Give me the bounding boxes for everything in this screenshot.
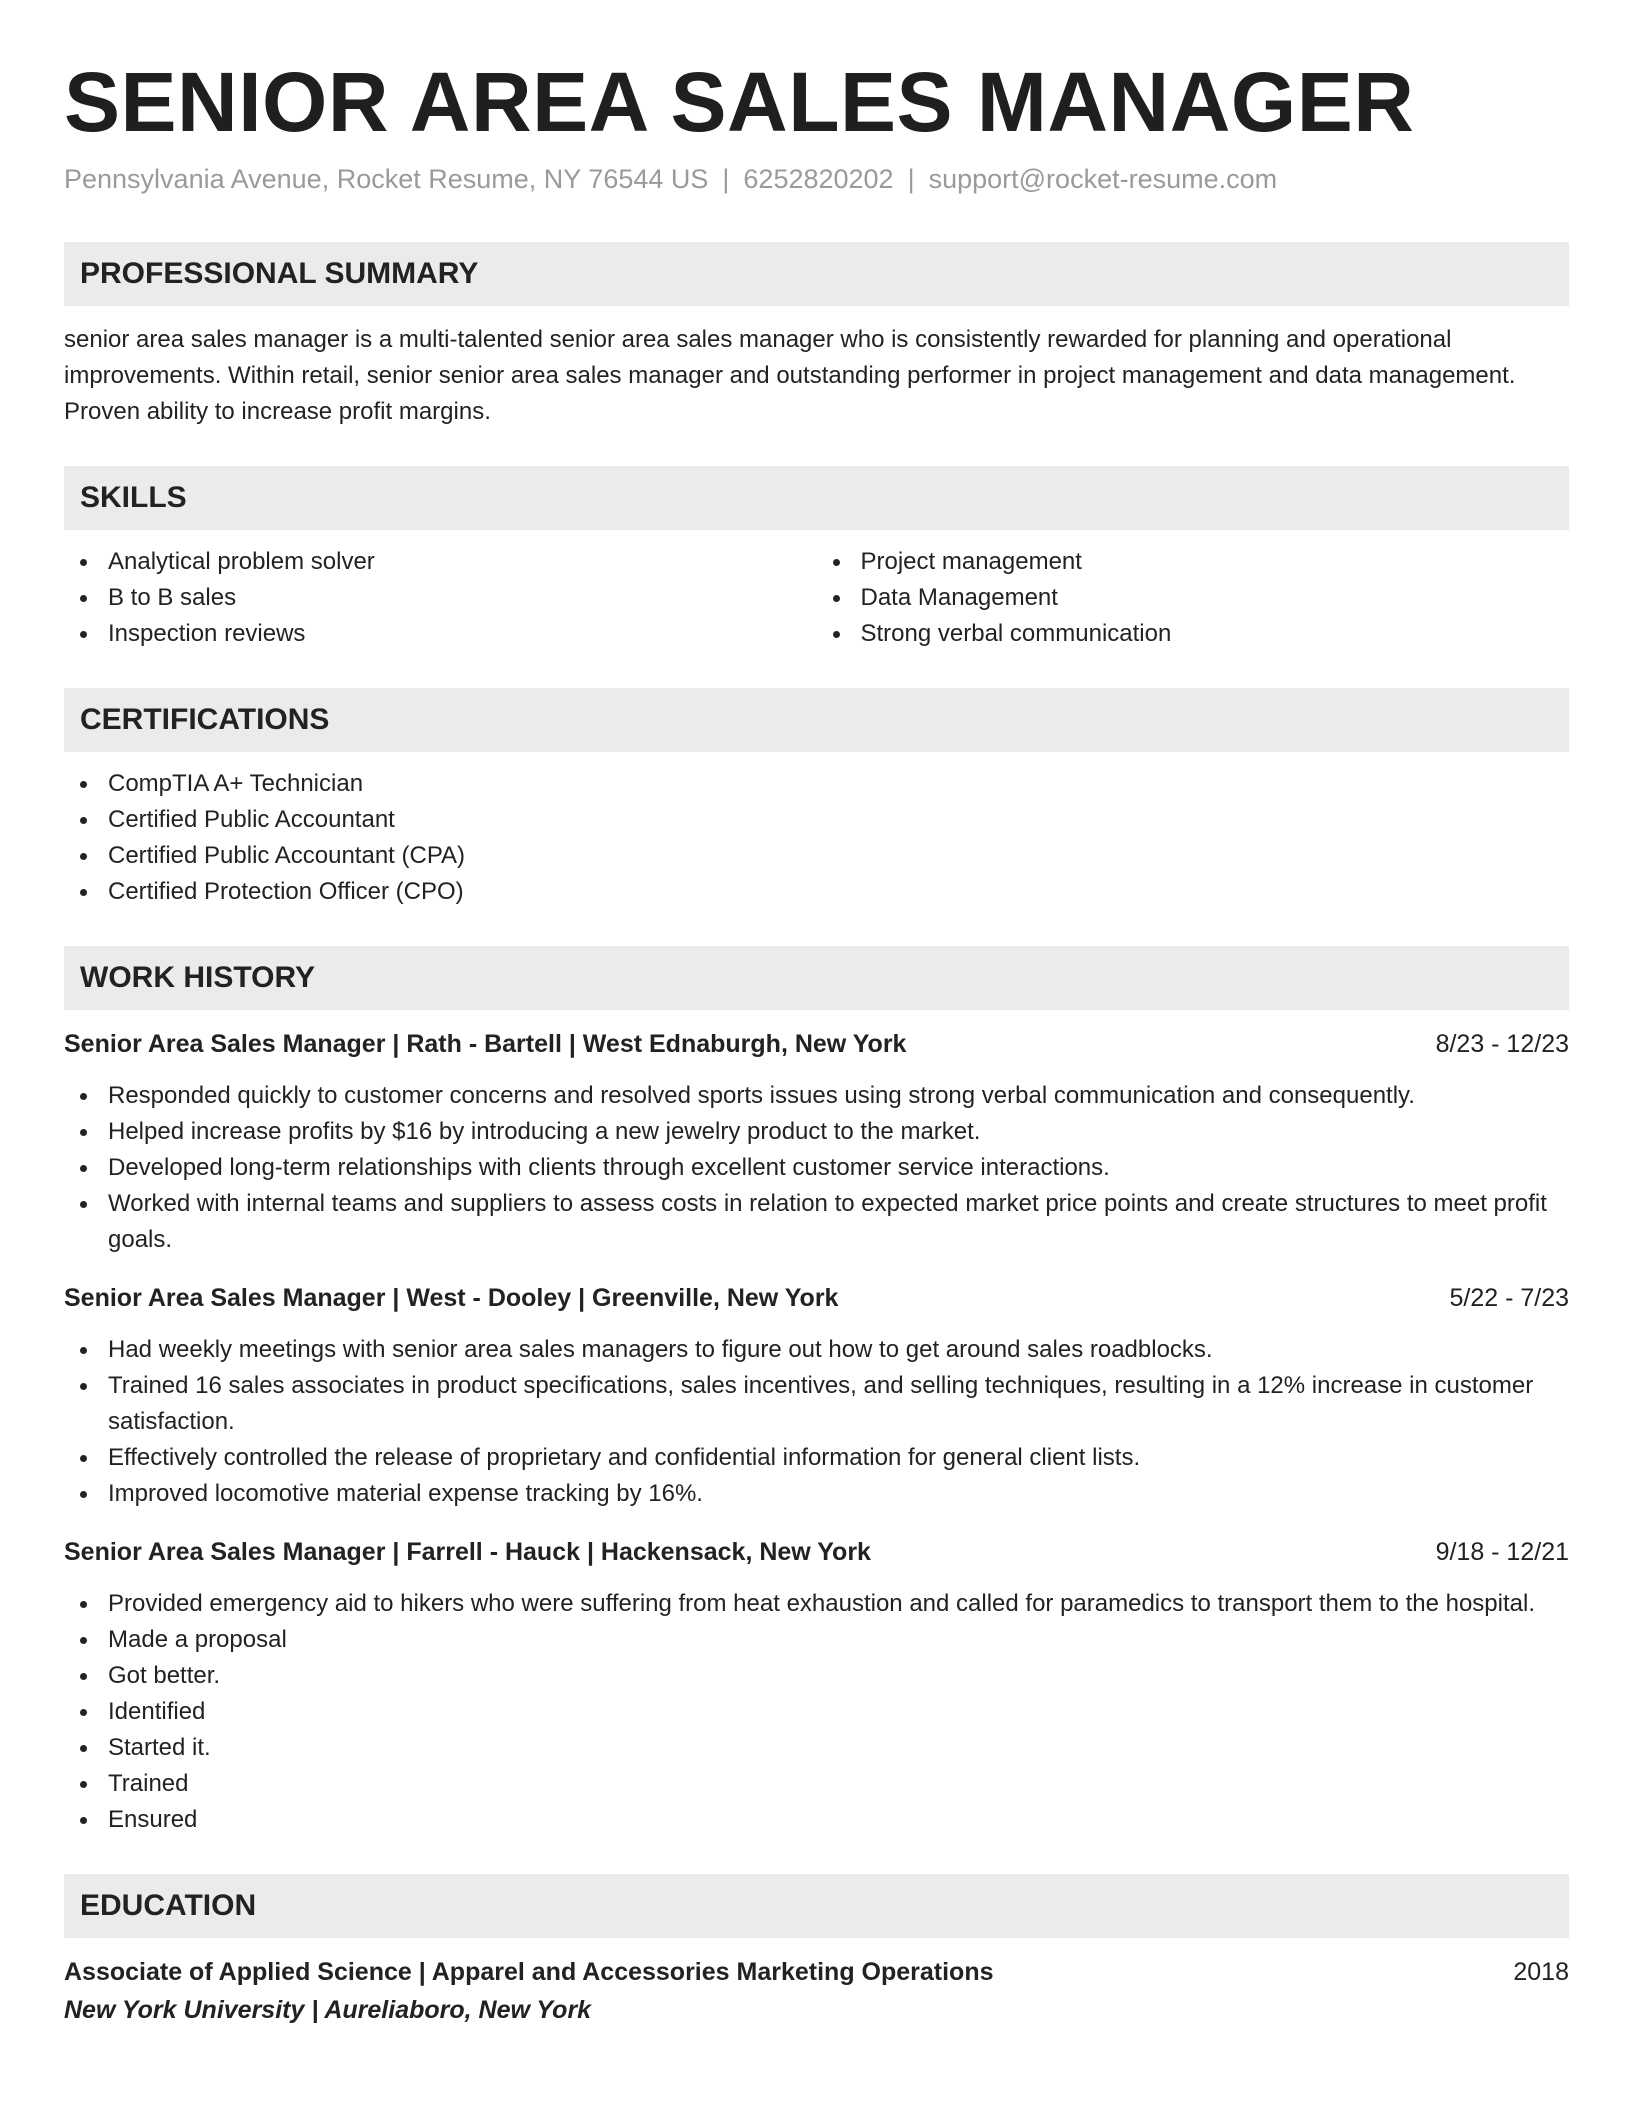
email-link[interactable]: support@rocket-resume.com [928,163,1278,194]
work-history-heading: WORK HISTORY [64,946,1569,1010]
job-bullets [64,1078,1569,1258]
skills-heading: SKILLS [64,466,1569,530]
contact-line [64,161,1569,199]
education-heading: EDUCATION [64,1874,1569,1938]
job-bullet: Ensured [64,1802,1569,1838]
summary-heading: PROFESSIONAL SUMMARY [64,242,1569,306]
job-title: Senior Area Sales Manager | Farrell - Hauck | Hackensack, New York [64,1538,871,1567]
candidate-title: SENIOR AREA SALES MANAGER [64,55,1415,149]
resume-page [64,0,1569,2030]
job-bullet: Trained 16 sales associates in product specifications, sales incentives, and selling techniques, resulting in a 12% increase in customer satisfaction. [64,1368,1569,1440]
skills-column-left [64,544,817,652]
job-bullet: Made a proposal [64,1622,1569,1658]
job-entry [64,1280,1569,1512]
separator: | [907,163,915,194]
job-bullets [64,1332,1569,1512]
certifications-list [64,766,1569,910]
job-title: Senior Area Sales Manager | West - Dooley | Greenville, New York [64,1284,839,1313]
skill-item: Inspection reviews [64,616,817,652]
job-bullet: Identified [64,1694,1569,1730]
job-dates: 5/22 - 7/23 [1449,1284,1569,1313]
job-entry [64,1534,1569,1838]
skills-column-right [817,544,1570,652]
certification-item: CompTIA A+ Technician [64,766,1569,802]
job-header [64,1280,1569,1316]
skill-item: Strong verbal communication [817,616,1570,652]
job-bullet: Improved locomotive material expense tracking by 16%. [64,1476,1569,1512]
certification-item: Certified Public Accountant (CPA) [64,838,1569,874]
job-header [64,1026,1569,1062]
education-header [64,1954,1569,1990]
job-bullets [64,1586,1569,1838]
skill-item: B to B sales [64,580,817,616]
skill-item: Data Management [817,580,1570,616]
job-dates: 9/18 - 12/21 [1435,1538,1569,1567]
job-header [64,1534,1569,1570]
job-bullet: Had weekly meetings with senior area sales managers to figure out how to get around sales roadblocks. [64,1332,1569,1368]
job-title: Senior Area Sales Manager | Rath - Bartell | West Ednaburgh, New York [64,1030,907,1059]
graduation-year: 2018 [1513,1958,1569,1987]
certifications-heading: CERTIFICATIONS [64,688,1569,752]
job-entry [64,1026,1569,1258]
certification-item: Certified Protection Officer (CPO) [64,874,1569,910]
degree: Associate of Applied Science | Apparel and Accessories Marketing Operations [64,1958,994,1987]
job-bullet: Got better. [64,1658,1569,1694]
job-bullet: Helped increase profits by $16 by introducing a new jewelry product to the market. [64,1114,1569,1150]
job-bullet: Trained [64,1766,1569,1802]
school: New York University | Aureliaboro, New York [64,1996,592,2025]
separator: | [722,163,730,194]
job-bullet: Worked with internal teams and suppliers to assess costs in relation to expected market price points and create structures to meet profit goals. [64,1186,1569,1258]
certification-item: Certified Public Accountant [64,802,1569,838]
skills-list [64,530,1569,652]
job-bullet: Effectively controlled the release of proprietary and confidential information for general client lists. [64,1440,1569,1476]
job-bullet: Started it. [64,1730,1569,1766]
job-bullet: Developed long-term relationships with clients through excellent customer service interactions. [64,1150,1569,1186]
address: Pennsylvania Avenue, Rocket Resume, NY 76544 US [64,163,709,194]
summary-text: senior area sales manager is a multi-talented senior area sales manager who is consistently rewarded for planning and operational improvements. Within retail, senior senior area sales manager and outstanding performer in project management and data management. Proven ability to increase profit margins. [64,326,1516,426]
job-bullet: Provided emergency aid to hikers who were suffering from heat exhaustion and called for paramedics to transport them to the hospital. [64,1586,1569,1622]
phone: 6252820202 [743,163,894,194]
job-bullet: Responded quickly to customer concerns and resolved sports issues using strong verbal communication and consequently. [64,1078,1569,1114]
skill-item: Analytical problem solver [64,544,817,580]
job-dates: 8/23 - 12/23 [1435,1030,1569,1059]
skill-item: Project management [817,544,1570,580]
